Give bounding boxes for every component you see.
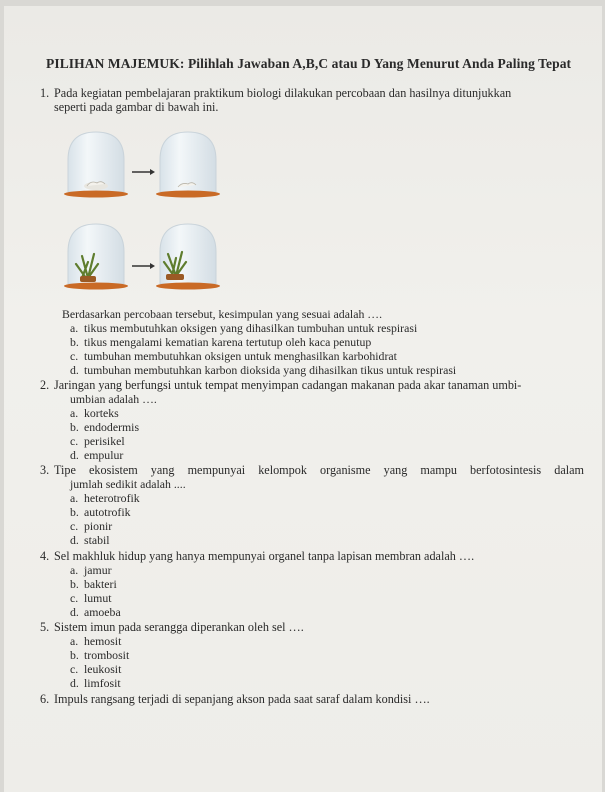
question-text: Tipe ekosistem yang mempunyai kelompok organisme yang mampu berfotosintesis dalam (54, 463, 584, 477)
option-text: korteks (84, 406, 119, 420)
option-a (70, 492, 140, 505)
option-label: d. (70, 363, 79, 377)
option-b (70, 649, 129, 662)
option-label: c. (70, 591, 79, 605)
option-b (70, 336, 371, 349)
option-text: limfosit (84, 676, 121, 690)
question-text-continued: jumlah sedikit adalah .... (70, 477, 186, 491)
option-label: c. (70, 434, 79, 448)
option-text: empulur (84, 448, 124, 462)
option-text: bakteri (84, 577, 117, 591)
option-text: lumut (84, 591, 112, 605)
glass-dome-mouse-icon (156, 132, 220, 198)
section-title: PILIHAN MAJEMUK: Pilihlah Jawaban A,B,C atau D Yang Menurut Anda Paling Tepat (46, 56, 572, 71)
option-c (70, 350, 397, 363)
option-text: heterotrofik (84, 491, 140, 505)
question-text: Sistem imun pada serangga diperankan oleh sel …. (54, 620, 304, 634)
option-text: trombosit (84, 648, 130, 662)
option-d (70, 364, 456, 377)
option-text: tumbuhan membutuhkan oksigen untuk menghasilkan karbohidrat (84, 349, 397, 363)
question-text: Pada kegiatan pembelajaran praktikum biologi dilakukan percobaan dan hasilnya ditunjukkan (54, 86, 512, 100)
option-c (70, 663, 121, 676)
option-d (70, 606, 121, 619)
question-number: 5. (40, 620, 50, 634)
option-label: b. (70, 648, 79, 662)
option-label: a. (70, 406, 79, 420)
option-text: leukosit (84, 662, 122, 676)
option-label: a. (70, 634, 79, 648)
option-label: c. (70, 519, 79, 533)
glass-dome-plant-icon (156, 224, 220, 290)
option-b (70, 578, 117, 591)
option-c (70, 592, 112, 605)
question-number: 3. (40, 463, 50, 477)
option-text: pionir (84, 519, 113, 533)
question-text: Impuls rangsang terjadi di sepanjang akson pada saat saraf dalam kondisi …. (54, 692, 430, 706)
option-label: d. (70, 676, 79, 690)
option-text: autotrofik (84, 505, 131, 519)
question-number: 6. (40, 692, 50, 706)
option-label: b. (70, 577, 79, 591)
option-d (70, 449, 123, 462)
option-label: d. (70, 448, 79, 462)
option-text: hemosit (84, 634, 122, 648)
option-label: a. (70, 321, 79, 335)
option-b (70, 421, 139, 434)
question-number: 2. (40, 378, 50, 392)
option-b (70, 506, 131, 519)
option-text: stabil (84, 533, 110, 547)
option-label: d. (70, 533, 79, 547)
option-a (70, 564, 112, 577)
question-text-continued: seperti pada gambar di bawah ini. (54, 100, 219, 114)
option-label: a. (70, 563, 79, 577)
question-text-continued: umbian adalah …. (70, 392, 157, 406)
option-label: a. (70, 491, 79, 505)
option-label: d. (70, 605, 79, 619)
option-label: c. (70, 662, 79, 676)
question-text: Sel makhluk hidup yang hanya mempunyai organel tanpa lapisan membran adalah …. (54, 549, 475, 563)
question-number: 1. (40, 86, 50, 100)
glass-dome-mouse-icon (64, 132, 128, 198)
arrow-icon (132, 263, 155, 269)
option-text: endodermis (84, 420, 140, 434)
option-label: c. (70, 349, 79, 363)
option-d (70, 534, 110, 547)
question-followup: Berdasarkan percobaan tersebut, kesimpulan yang sesuai adalah …. (62, 307, 383, 321)
option-a (70, 407, 119, 420)
option-c (70, 520, 112, 533)
option-text: jamur (84, 563, 112, 577)
option-label: b. (70, 505, 79, 519)
option-text: amoeba (84, 605, 121, 619)
option-text: tikus mengalami kematian karena tertutup oleh kaca penutup (84, 335, 372, 349)
option-a (70, 635, 121, 648)
question-text: Jaringan yang berfungsi untuk tempat menyimpan cadangan makanan pada akar tanaman umbi- (54, 378, 522, 392)
option-c (70, 435, 125, 448)
option-text: perisikel (84, 434, 125, 448)
experiment-figure (62, 126, 232, 306)
option-label: b. (70, 420, 79, 434)
glass-dome-plant-icon (64, 224, 128, 290)
arrow-icon (132, 169, 155, 175)
question-number: 4. (40, 549, 50, 563)
option-a (70, 322, 417, 335)
option-label: b. (70, 335, 79, 349)
option-text: tikus membutuhkan oksigen yang dihasilkan tumbuhan untuk respirasi (84, 321, 418, 335)
option-d (70, 677, 121, 690)
option-text: tumbuhan membutuhkan karbon dioksida yang dihasilkan tikus untuk respirasi (84, 363, 457, 377)
